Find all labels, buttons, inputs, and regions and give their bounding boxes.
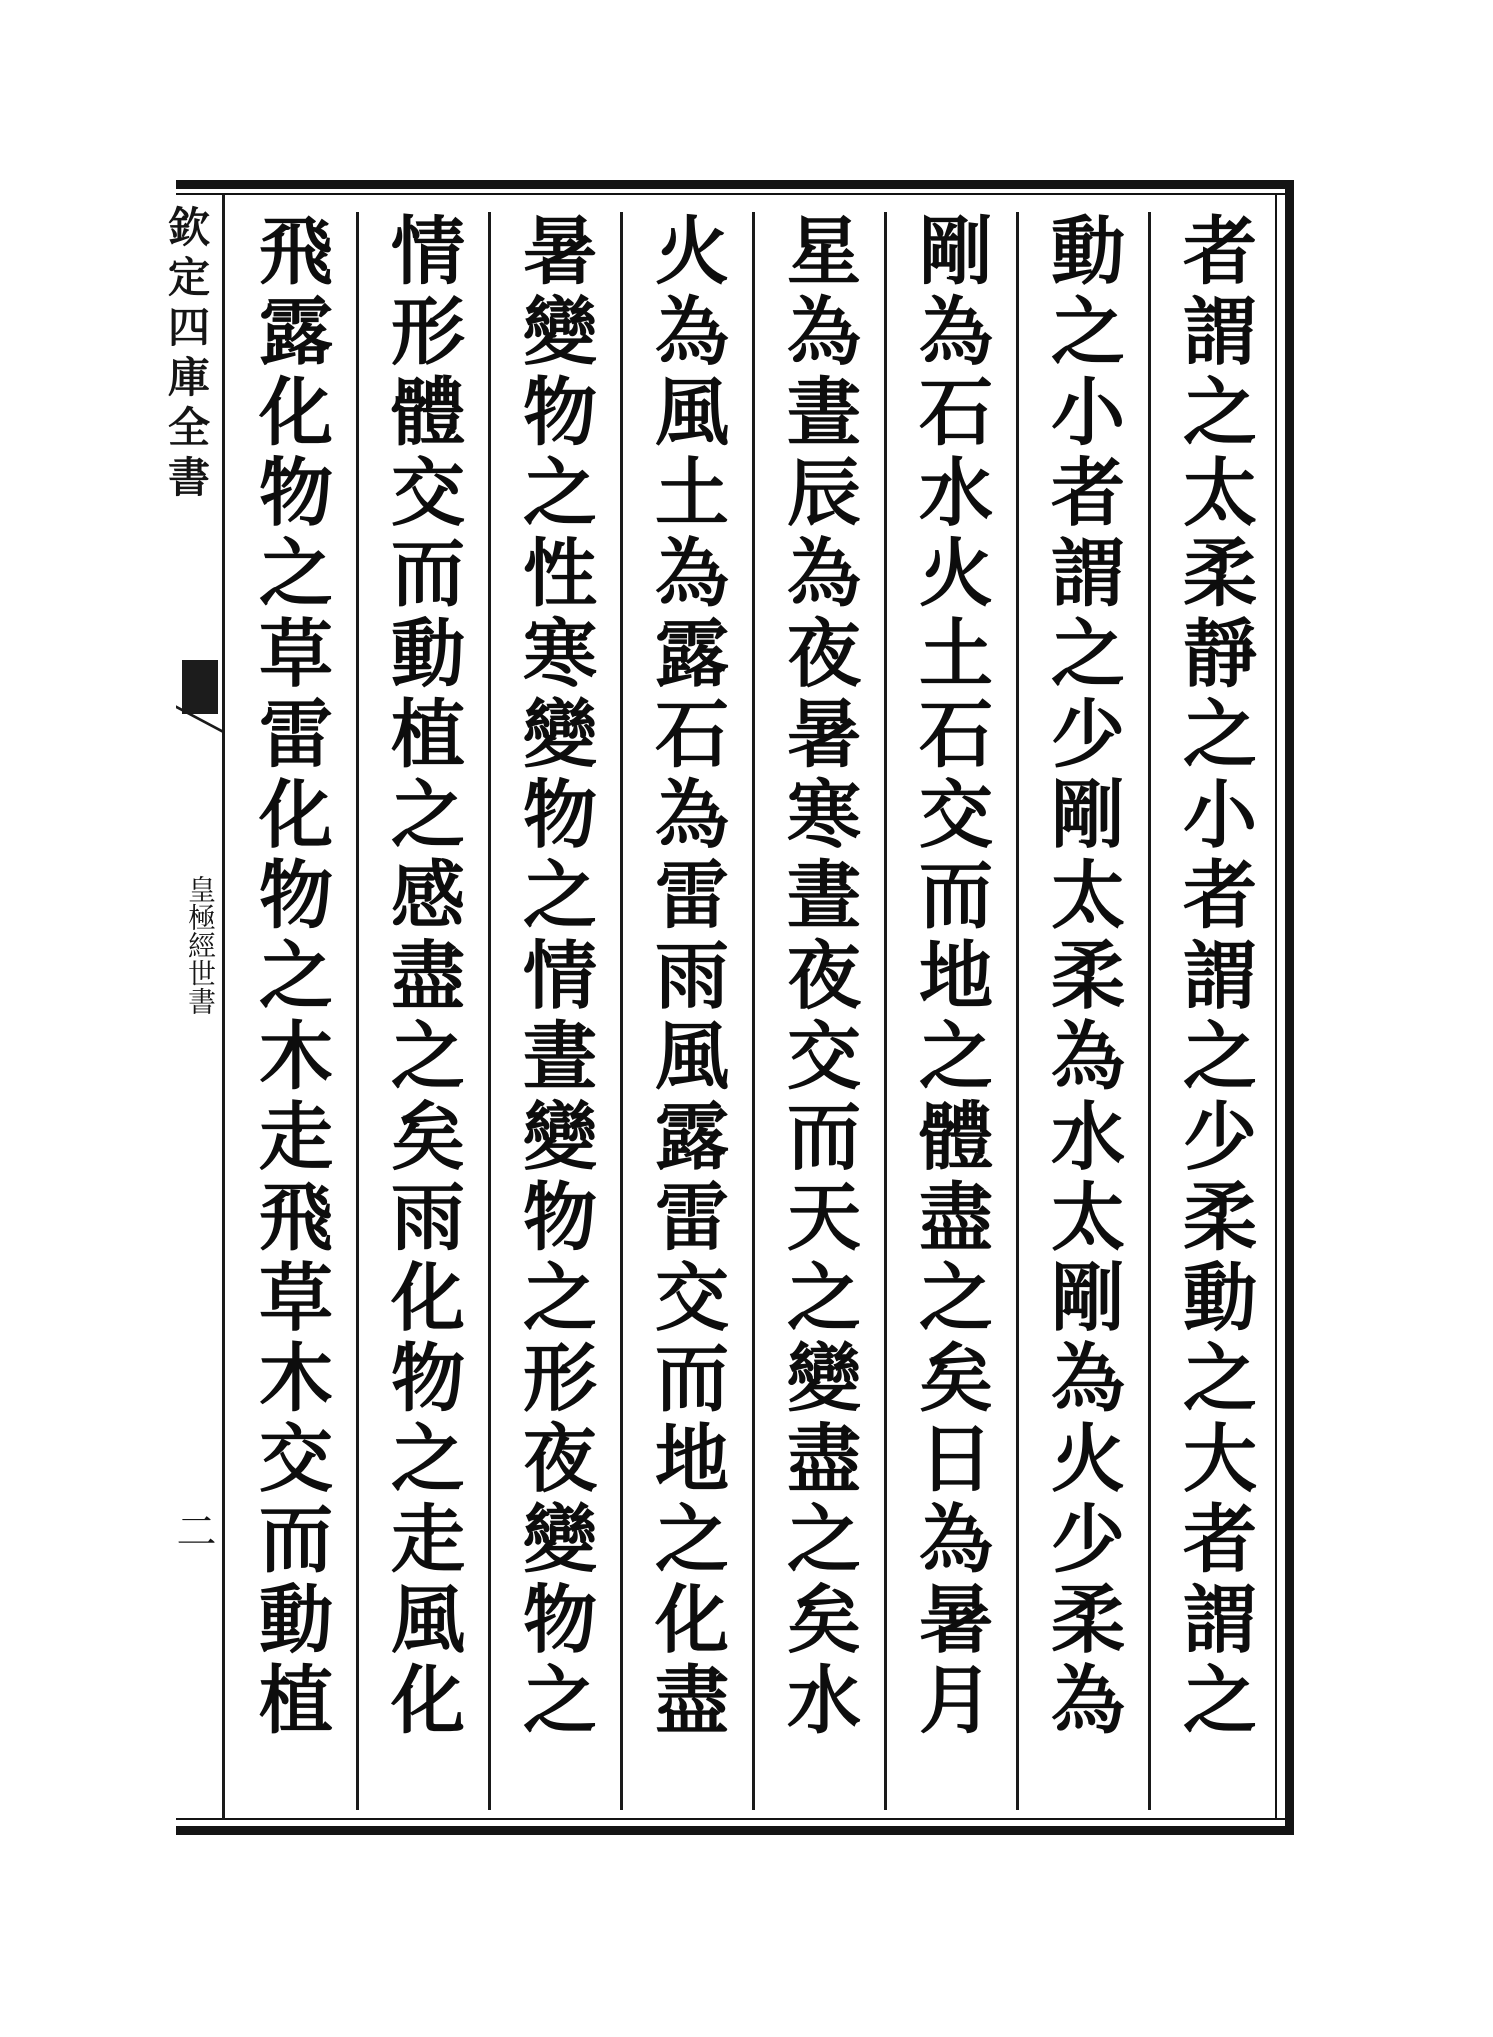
book-title: 皇極經世書 [184,875,217,1015]
column-divider [620,212,623,1810]
text-column-2: 動之小者謂之少剛太柔為水太剛為火少柔為 [1039,212,1125,1742]
frame-bottom-inner-border [176,1818,1286,1820]
column-divider [884,212,887,1810]
text-column-4: 星為晝辰為夜暑寒晝夜交而天之變盡之矣水 [775,212,861,1742]
frame-bottom-border [176,1826,1294,1835]
fishtail-mark [182,660,218,714]
column-divider [1148,212,1151,1810]
column-divider [752,212,755,1810]
frame-right-inner-border [1275,193,1277,1820]
text-column-6: 暑變物之性寒變物之情晝變物之形夜變物之 [511,212,597,1742]
text-column-3: 剛為石水火土石交而地之體盡之矣日為暑月 [907,212,993,1742]
text-column-5: 火為風土為露石為雷雨風露雷交而地之化盡 [643,212,729,1742]
frame-top-inner-border [176,193,1286,195]
column-divider [1016,212,1019,1810]
fishtail-notch [176,705,224,764]
frame-top-border [176,180,1294,189]
page-number: 二 [170,1510,216,1550]
frame-right-border [1285,180,1294,1835]
series-title: 欽定四庫全書 [162,205,211,505]
margin-divider [222,195,225,1820]
text-column-1: 者謂之太柔靜之小者謂之少柔動之大者謂之 [1171,212,1257,1742]
column-divider [356,212,359,1810]
text-column-8: 飛露化物之草雷化物之木走飛草木交而動植 [247,212,333,1742]
text-column-7: 情形體交而動植之感盡之矣雨化物之走風化 [379,212,465,1742]
column-divider [488,212,491,1810]
